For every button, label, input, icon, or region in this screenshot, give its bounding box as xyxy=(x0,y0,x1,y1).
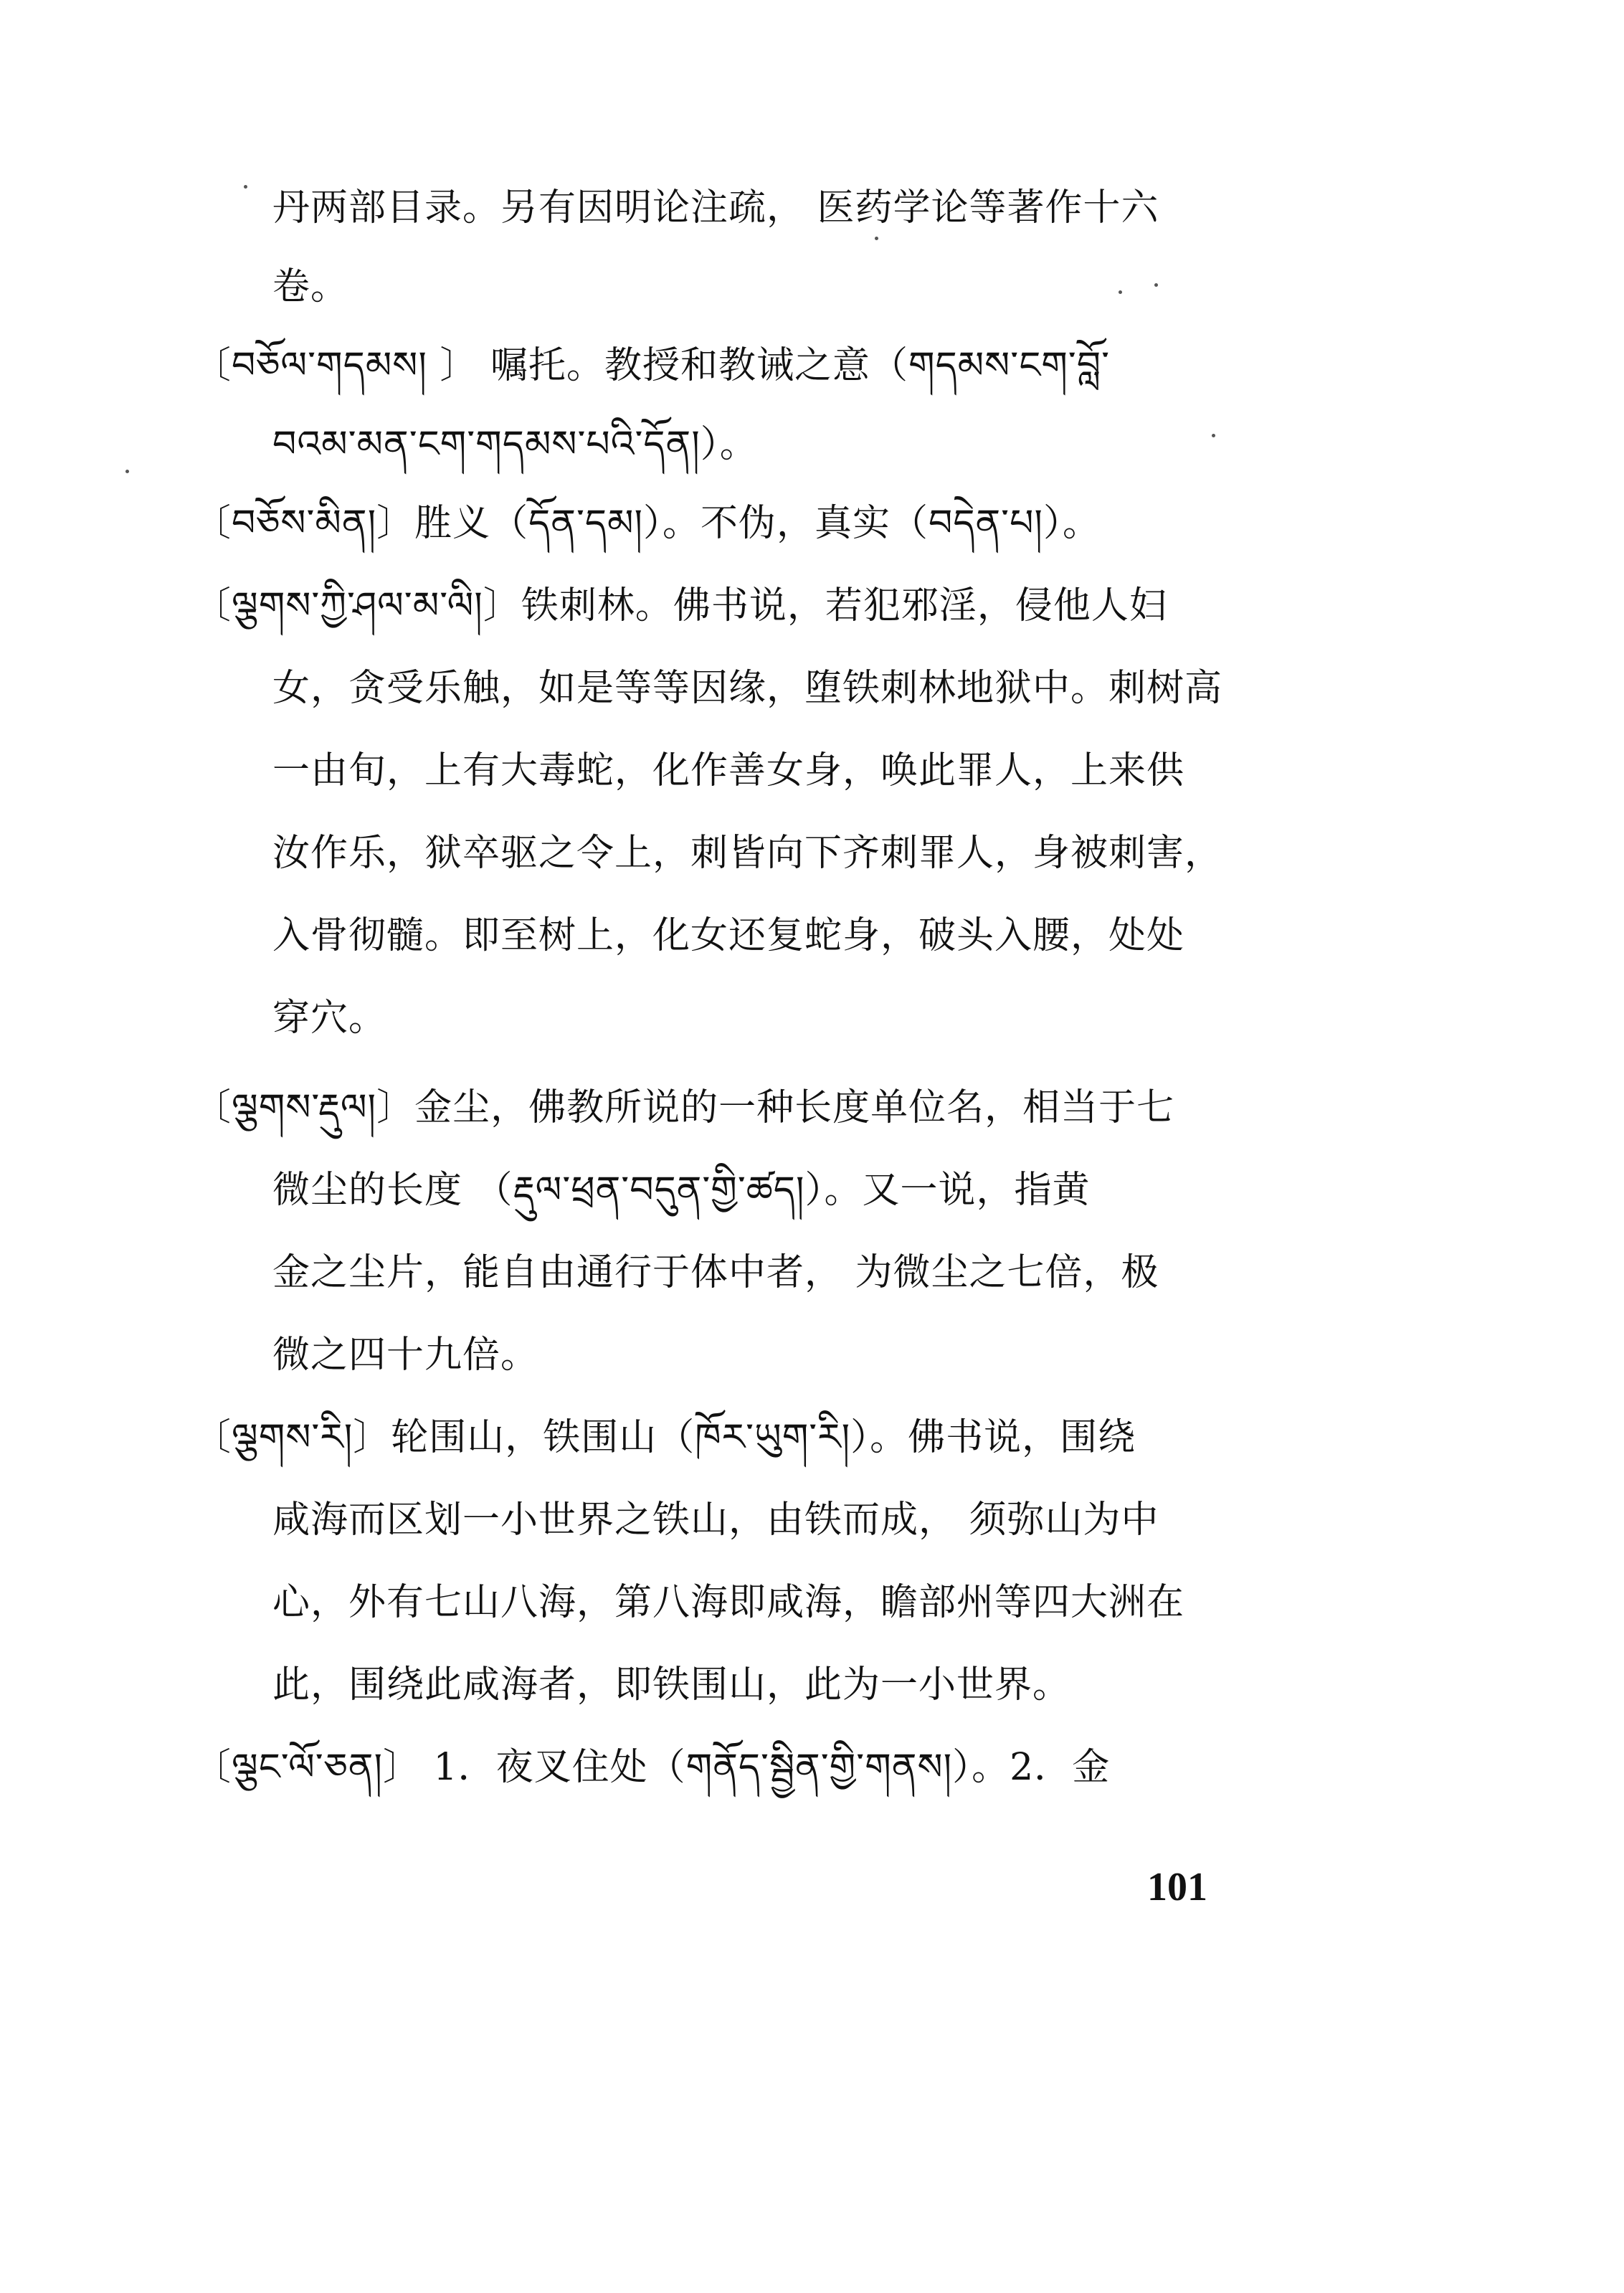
dictionary-entry-headword-line: 〔ལྕང་ལོ་ཅན།〕 1．夜叉住处（གནོད་སྦྱིན་གྱི་གནས།）。2．金 xyxy=(194,1746,1111,1789)
text-line: 汝作乐，狱卒驱之令上，刺皆向下齐刺罪人，身被刺害， xyxy=(272,832,1223,875)
text-line: 心，外有七山八海，第八海即咸海，瞻部州等四大洲在 xyxy=(272,1581,1185,1624)
dictionary-entry-headword-line: 〔ལྕགས་རྡུལ།〕金尘，佛教所说的一种长度单位名，相当于七 xyxy=(194,1086,1175,1129)
dictionary-entry-headword-line: 〔བཅོལ་གདམས། 〕 嘱托。教授和教诫之意（གདམས་ངག་བློ་ xyxy=(194,344,1110,387)
page-number: 101 xyxy=(1147,1865,1207,1909)
scan-speck xyxy=(1154,283,1158,287)
text-line: 卷。 xyxy=(272,265,349,308)
text-line: 丹两部目录。另有因明论注疏， 医药学论等著作十六 xyxy=(272,186,1159,229)
scan-speck xyxy=(1119,290,1122,294)
dictionary-entry-headword-line: 〔ལྕགས་ཀྱི་ཤལ་མ་ལི།〕铁刺林。佛书说，若犯邪淫，侵他人妇 xyxy=(194,584,1167,627)
text-line: 穿穴。 xyxy=(272,997,387,1040)
scan-speck xyxy=(1212,434,1215,437)
text-line: 一由旬，上有大毒蛇，化作善女身，唤此罪人，上来供 xyxy=(272,749,1185,792)
text-line: 微尘的长度 （རྡུལ་ཕྲན་བདུན་གྱི་ཚད།）。又一说，指黄 xyxy=(272,1169,1091,1212)
text-line: 金之尘片，能自由通行于体中者， 为微尘之七倍，极 xyxy=(272,1251,1159,1294)
text-line: 此，围绕此咸海者，即铁围山，此为一小世界。 xyxy=(272,1663,1071,1706)
scan-speck xyxy=(125,470,129,473)
text-line: 女，贪受乐触，如是等等因缘，堕铁刺林地狱中。刺树高 xyxy=(272,667,1223,710)
dictionary-entry-headword-line: 〔ལྕགས་རི།〕轮围山，铁围山（ཁོར་ཡུག་རི།）。佛书说，围绕 xyxy=(194,1416,1136,1459)
scan-speck xyxy=(244,185,247,189)
dictionary-entry-headword-line: 〔བཅོས་མིན།〕胜义（དོན་དམ།）。不伪，真实（བདེན་པ།）。 xyxy=(194,502,1101,545)
scan-speck xyxy=(875,237,878,240)
text-line: 咸海而区划一小世界之铁山，由铁而成， 须弥山为中 xyxy=(272,1499,1159,1542)
text-line: 入骨彻髓。即至树上，化女还复蛇身，破头入腰，处处 xyxy=(272,914,1185,957)
text-line: བའམ་མན་ངག་གདམས་པའི་དོན།）。 xyxy=(272,423,758,466)
text-line: 微之四十九倍。 xyxy=(272,1334,539,1377)
